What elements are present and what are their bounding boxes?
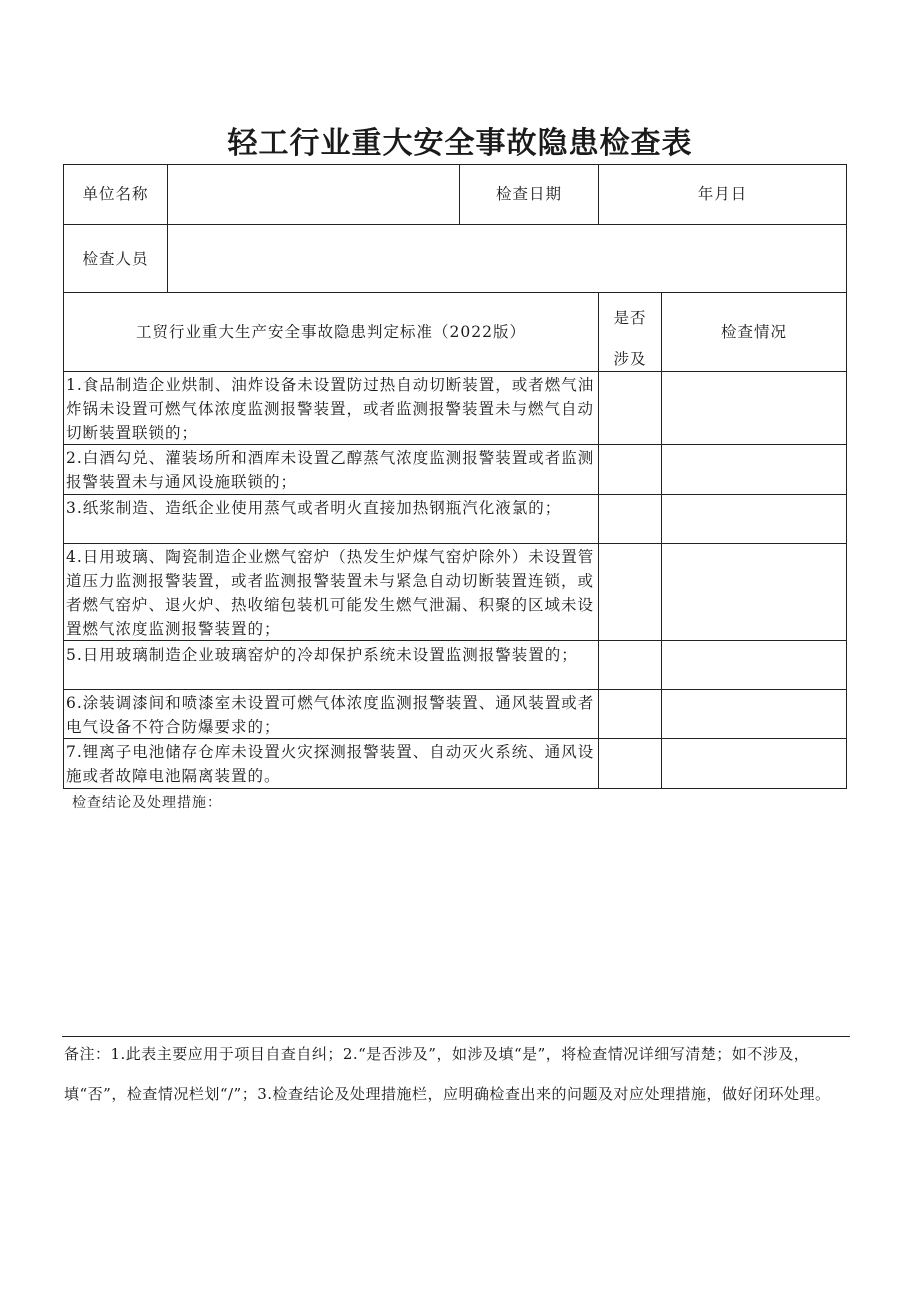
hazard-item-4: 4.日用玻璃、陶瓷制造企业燃气窑炉（热发生炉煤气窑炉除外）未设置管道压力监测报警装置，或者监测报警装置未与紧急自动切断装置连锁，或者燃气窑炉、退火炉、热收缩包装机可能发生燃气泄漏、积聚的区域未设置燃气浓度监测报警装置的； — [66, 548, 595, 638]
conclusion-label: 检查结论及处理措施： — [72, 795, 222, 811]
inspection-date-label: 检查日期 — [495, 185, 562, 203]
unit-name-field[interactable] — [170, 167, 456, 223]
status-cell-7[interactable] — [663, 740, 845, 787]
row-line-6 — [63, 543, 847, 544]
unit-name-label: 单位名称 — [82, 185, 149, 203]
status-cell-2[interactable] — [663, 446, 845, 493]
status-cell-4[interactable] — [663, 545, 845, 639]
involved-cell-7[interactable] — [600, 740, 660, 787]
col-line-unit — [167, 164, 168, 293]
hazard-item-2: 2.白酒勾兑、灌装场所和酒库未设置乙醇蒸气浓度监测报警装置或者监测报警装置未与通风设施联锁的； — [66, 449, 595, 491]
col-line-status — [661, 292, 662, 789]
row-line-1 — [63, 224, 847, 225]
remarks-text: 备注：1.此表主要应用于项目自查自纠；2.“是否涉及”，如涉及填“是”，将检查情况详细写清楚；如不涉及，填“否”，检查情况栏划“/”；3.检查结论及处理措施栏，应明确检查出来的问题及对应处理措施，做好闭环处理。 — [64, 1045, 831, 1103]
involved-column-header-line1: 是否 — [613, 309, 647, 327]
standard-column-header: 工贸行业重大生产安全事故隐患判定标准（2022版） — [136, 323, 526, 341]
status-column-header: 检查情况 — [720, 323, 787, 341]
status-cell-1[interactable] — [663, 373, 845, 443]
involved-cell-2[interactable] — [600, 446, 660, 493]
inspector-field[interactable] — [170, 227, 844, 290]
involved-column-header-line2: 涉及 — [613, 350, 647, 368]
involved-cell-1[interactable] — [600, 373, 660, 443]
table-border-top — [63, 164, 847, 165]
inspection-date-field[interactable]: 年月日 — [697, 185, 748, 203]
involved-cell-4[interactable] — [600, 545, 660, 639]
inspector-label: 检查人员 — [82, 250, 149, 268]
row-line-5 — [63, 494, 847, 495]
conclusion-area[interactable] — [63, 815, 847, 1030]
involved-cell-3[interactable] — [600, 496, 660, 542]
status-cell-6[interactable] — [663, 691, 845, 737]
page-title: 轻工行业重大安全事故隐患检查表 — [227, 126, 693, 161]
hazard-item-6: 6.涂装调漆间和喷漆室未设置可燃气体浓度监测报警装置、通风装置或者电气设备不符合防爆要求的； — [66, 694, 595, 736]
row-line-8 — [63, 689, 847, 690]
hazard-item-3: 3.纸浆制造、造纸企业使用蒸气或者明火直接加热钢瓶汽化液氯的； — [66, 499, 562, 517]
status-cell-5[interactable] — [663, 642, 845, 688]
involved-cell-5[interactable] — [600, 642, 660, 688]
row-line-3 — [63, 371, 847, 372]
hazard-item-5: 5.日用玻璃制造企业玻璃窑炉的冷却保护系统未设置监测报警装置的； — [66, 646, 578, 664]
table-border-bottom — [63, 788, 847, 789]
table-border-right — [846, 164, 847, 789]
row-line-2 — [63, 292, 847, 293]
hazard-item-7: 7.锂离子电池储存仓库未设置火灾探测报警装置、自动灭火系统、通风设施或者故障电池隔离装置的。 — [66, 743, 595, 785]
involved-cell-6[interactable] — [600, 691, 660, 737]
status-cell-3[interactable] — [663, 496, 845, 542]
hazard-item-1: 1.食品制造企业烘制、油炸设备未设置防过热自动切断装置，或者燃气油炸锅未设置可燃气体浓度监测报警装置，或者监测报警装置未与燃气自动切断装置联锁的； — [66, 376, 595, 442]
